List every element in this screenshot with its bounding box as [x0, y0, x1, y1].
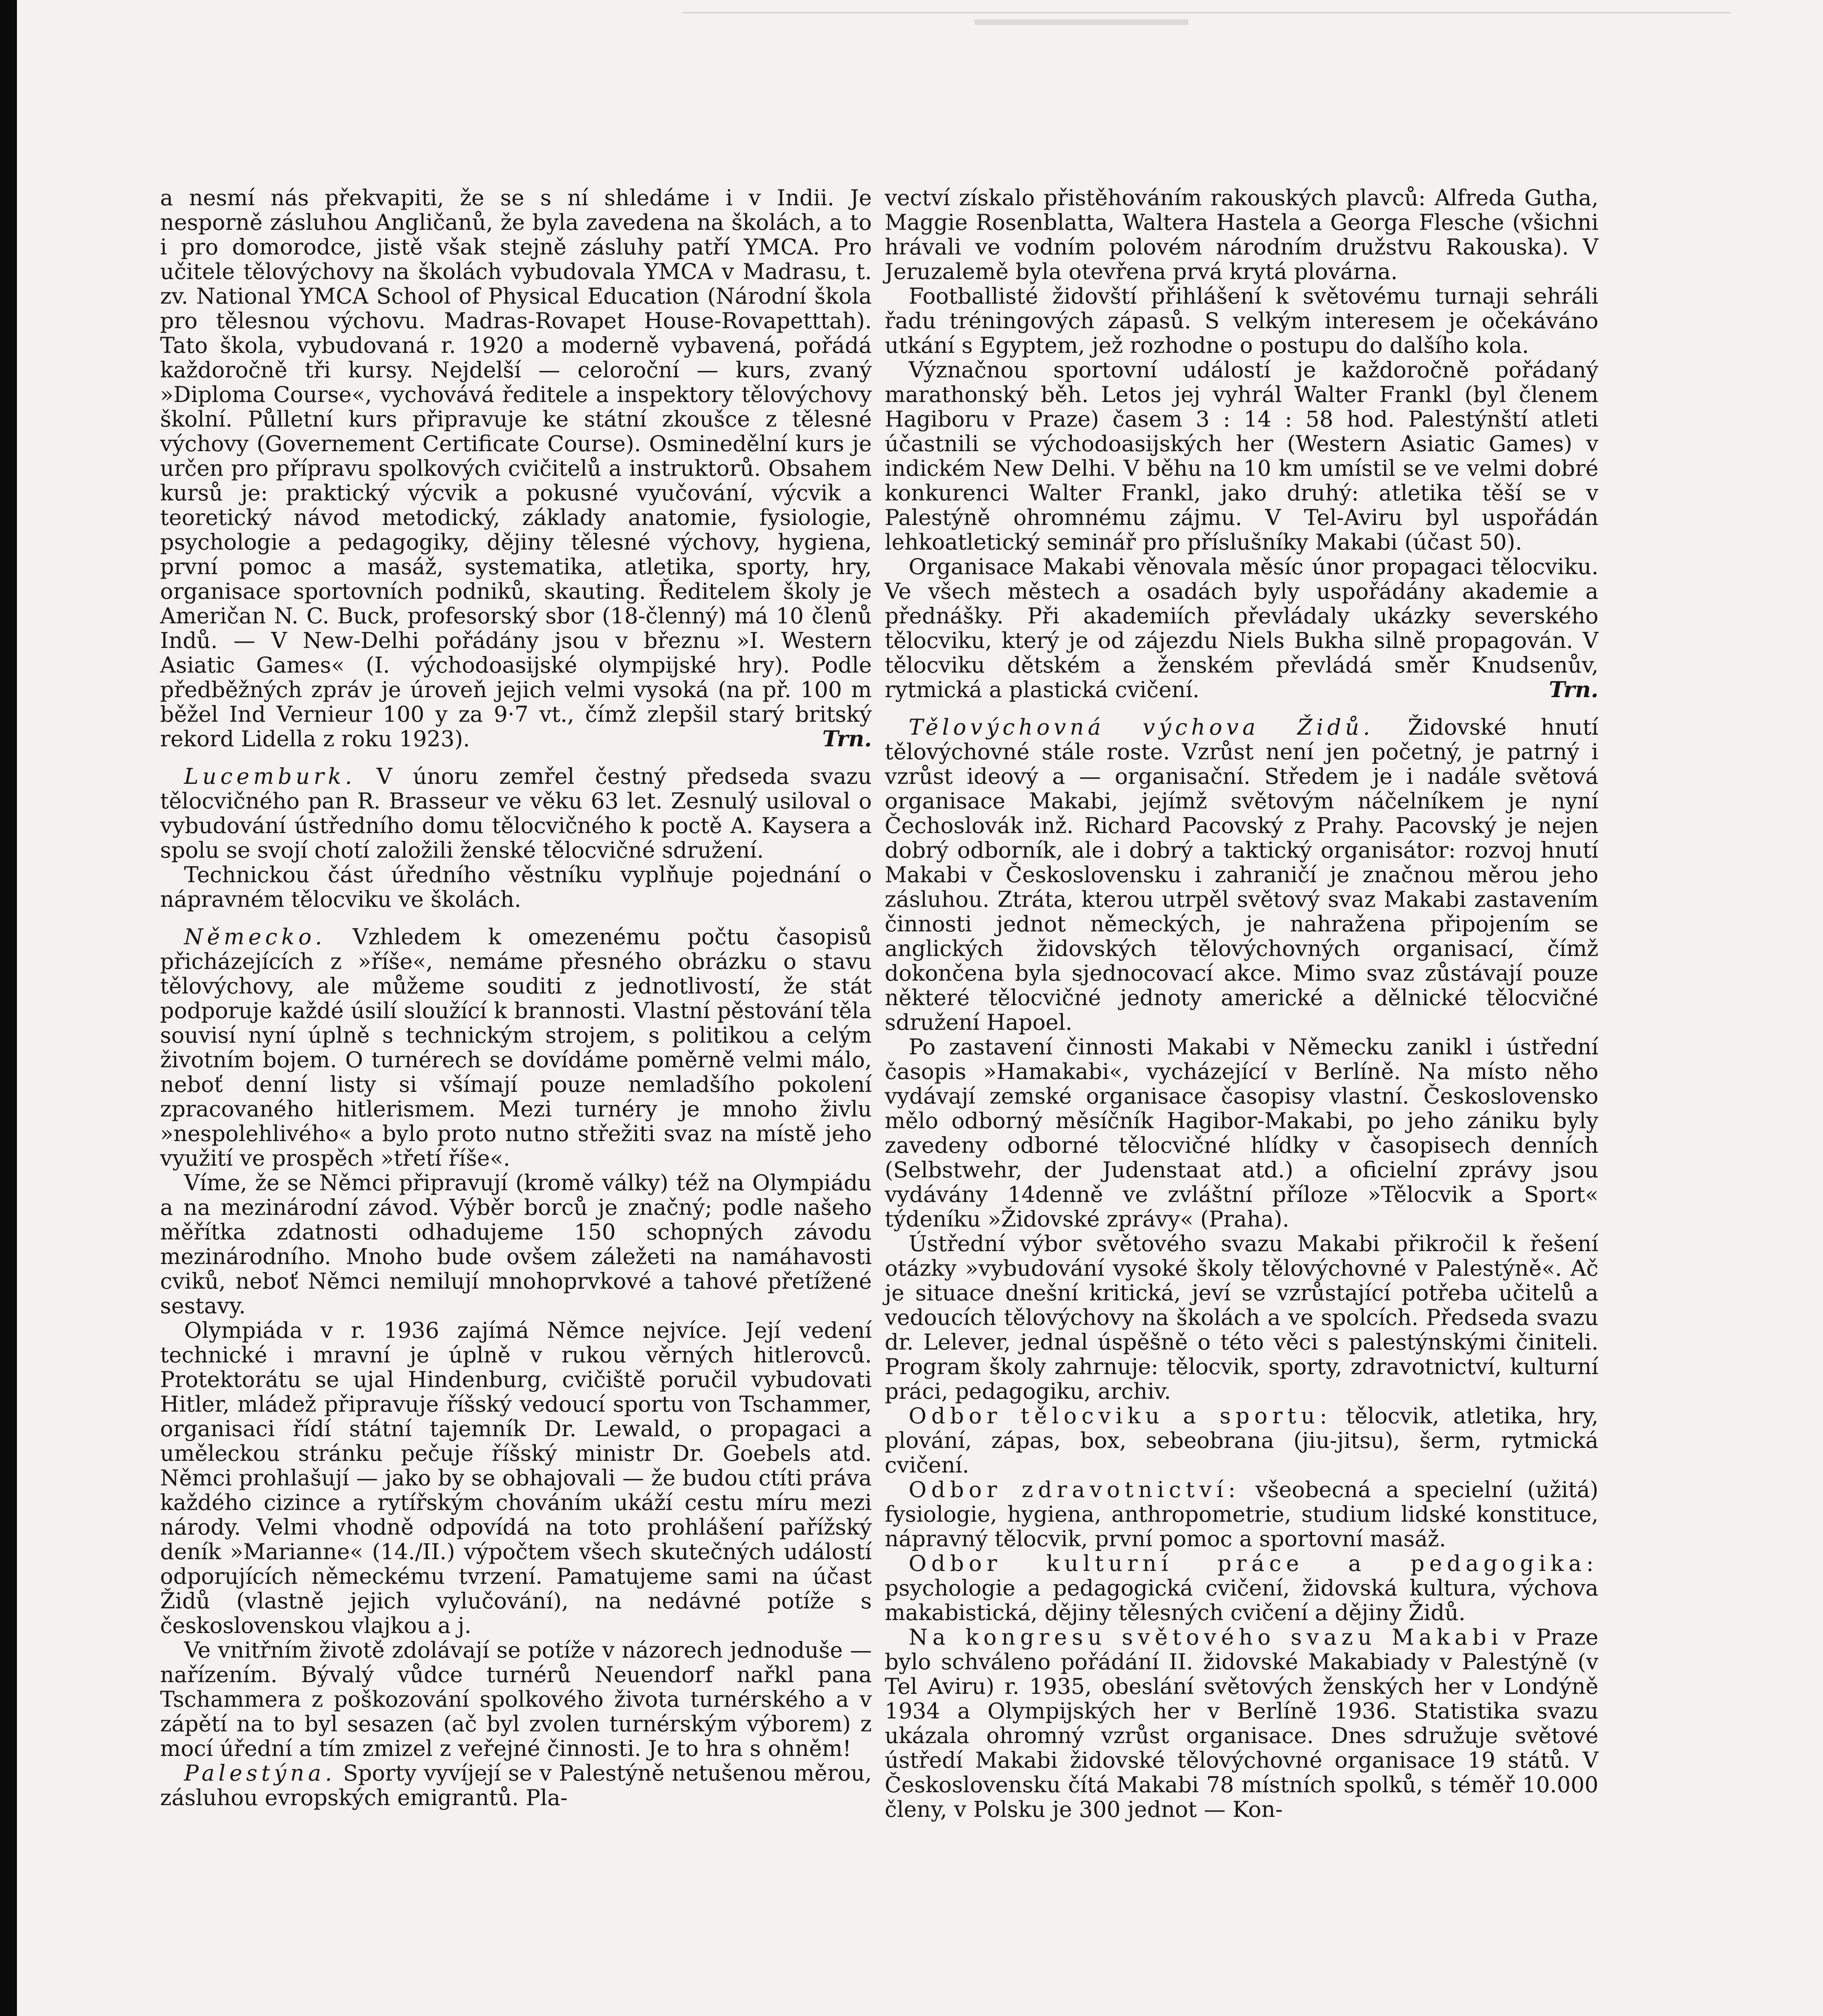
paragraph: Odbor kulturní práce a pedagogika: psychologie a pedagogická cvičení, židovská kultura, výchova makabistická, dějiny tělesných cvičení a dějiny Židů.	[885, 1551, 1598, 1625]
section-heading: Lucemburk.	[184, 764, 356, 789]
section-luxembourg: Lucemburk. V únoru zemřel čestný předseda svazu tělocvičného pan R. Brasseur ve věku 63 let. Zesnulý usiloval o vybudování ústředního domu tělocvičného k poctě A. Kaysera a spolu se svojí chotí založili ženské tělocvičné sdružení.	[160, 764, 872, 863]
paragraph: Ve vnitřním životě zdolávají se potíže v názorech jednoduše — nařízením. Bývalý vůdce turnérů Neuendorf nařkl pana Tschammera z poškozování spolkového života turnérského a v zápětí na to byl sesazen (ač byl zvolen turnérským výborem) z mocí úřední a tím zmizel z veřejné činnosti. Je to hra s ohněm!	[160, 1637, 872, 1761]
inline-label: Odbor zdravotnictví:	[908, 1477, 1240, 1502]
inline-label: Odbor tělocviku a sportu:	[908, 1403, 1332, 1429]
section-heading: Tělovýchovná výchova Židů.	[908, 714, 1374, 740]
paragraph: Ústřední výbor světového svazu Makabi přikročil k řešení otázky »vybudování vysoké školy tělovýchovné v Palestýně«. Ač je situace dnešní kritická, jeví se vzrůstající potřeba učitelů a vedoucích tělovýchovy na školách a ve spolcích. Předseda svazu dr. Lelever, jednal úspěšně o této věci s palestýnskými činiteli. Program školy zahrnuje: tělocvik, sporty, zdravotnictví, kulturní práci, pedagogiku, archiv.	[885, 1231, 1598, 1404]
scan-edge-line	[682, 12, 1731, 13]
scanned-page	[17, 0, 1823, 2016]
paragraph: Footballisté židovští přihlášení k světovému turnaji sehráli řadu tréningových zápasů. S velkým interesem je očekáváno utkání s Egyptem, jež rozhodne o postupu do dalšího kola.	[885, 283, 1598, 358]
paragraph: Organisace Makabi věnovala měsíc únor propagaci tělocviku. Ve všech městech a osadách byly uspořádány akademie a přednášky. Při akademiích převládaly ukázky severského tělocviku, který je od zájezdu Niels Bukha silně propagován. V tělocviku dětském a ženském převládá směr Knudsenův, rytmická a plastická cvičení. Trn.	[885, 554, 1598, 702]
paragraph: Olympiáda v r. 1936 zajímá Němce nejvíce. Její vedení technické i mravní je úplně v rukou věrných hitlerovců. Protektorátu se ujal Hindenburg, cvičiště poručil vybudovati Hitler, mládež připravuje říšský vedoucí sportu von Tschammer, organisaci řídí státní tajemník Dr. Lewald, o propagaci a uměleckou stránku pečuje říšský ministr Dr. Goebels atd. Němci prohlašují — jako by se obhajovali — že budou ctíti práva každého cizince a rytířským chováním ukáží cestu míru mezi národy. Velmi vhodně odpovídá na toto prohlášení pařížský deník »Marianne« (14./II.) výpočtem všech skutečných událostí odporujících německému tvrzení. Pamatujeme sami na účast Židů (vlastně jejich vylučování), na nedávné potíže s československou vlajkou a j.	[160, 1318, 872, 1638]
paragraph: Odbor tělocviku a sportu: tělocvik, atletika, hry, plování, zápas, box, sebeobrana (jiu-jitsu), šerm, rytmická cvičení.	[885, 1403, 1598, 1478]
paragraph: vectví získalo přistěhováním rakouských plavců: Alfreda Gutha, Maggie Rosenblatta, Waltera Hastela a Georga Flesche (všichni hrávali ve vodním polovém národním družstvu Rakouska). V Jeruzalemě byla otevřena prvá krytá plovárna.	[885, 185, 1598, 284]
paragraph: Po zastavení činnosti Makabi v Německu zanikl i ústřední časopis »Hamakabi«, vycházející v Berlíně. Na místo něho vydávají zemské organisace časopisy vlastní. Československo mělo odborný měsíčník Hagibor-Makabi, po jeho zániku byly zavedeny odborné tělocvičné hlídky v časopisech denních (Selbstwehr, der Judenstaat atd.) a oficielní zprávy jsou vydávány 14denně ve zvláštní příloze »Tělocvik a Sport« týdeníku »Židovské zprávy« (Praha).	[885, 1034, 1598, 1232]
signature: Trn.	[822, 726, 872, 752]
paragraph: Význačnou sportovní událostí je každoročně pořádaný marathonský běh. Letos jej vyhrál Walter Frankl (byl členem Hagiboru v Praze) časem 3 : 14 : 58 hod. Palestýnští atleti účastnili se východoasijských her (Western Asiatic Games) v indickém New Delhi. V běhu na 10 km umístil se ve velmi dobré konkurenci Walter Frankl, jako druhý: atletika těší se v Palestýně ohromnému zájmu. V Tel-Aviru byl uspořádán lehkoatletický seminář pro příslušníky Makabi (účast 50).	[885, 357, 1598, 555]
paragraph: Víme, že se Němci připravují (kromě války) též na Olympiádu a na mezinárodní závod. Výběr borců je značný; podle našeho měřítka zdatnosti odhadujeme 150 schopných závodu mezinárodního. Mnoho bude ovšem záležeti na namáhavosti cviků, neboť Němci nemilují mnohoprvkové a tahové přetížené sestavy.	[160, 1170, 872, 1318]
paragraph: Odbor zdravotnictví: všeobecná a specielní (užitá) fysiologie, hygiena, anthropometrie, studium lidské konstituce, nápravný tělocvik, první pomoc a sportovní masáž.	[885, 1477, 1598, 1552]
left-column	[160, 185, 872, 1810]
paragraph: Technickou část úředního věstníku vyplňuje pojednání o nápravném tělocviku ve školách.	[160, 862, 872, 912]
inline-label: Odbor kulturní práce a pedagogika:	[908, 1551, 1598, 1576]
section-heading: Německo.	[184, 924, 326, 950]
binding-mark	[975, 19, 1188, 25]
right-column	[885, 185, 1598, 1822]
signature: Trn.	[1549, 677, 1598, 702]
paragraph-india: a nesmí nás překvapiti, že se s ní shledáme i v Indii. Je nesporně zásluhou Angličanů, že byla zavedena na školách, a to i pro domorodce, jistě však stejně zásluhy patří YMCA. Pro učitele tělovýchovy na školách vybudovala YMCA v Madrasu, t. zv. National YMCA School of Physical Education (Národní škola pro tělesnou výchovu. Madras-Rovapet House-Rovapetttah). Tato škola, vybudovaná r. 1920 a moderně vybavená, pořádá každoročně tři kursy. Nejdelší — celoroční — kurs, zvaný »Diploma Course«, vychovává ředitele a inspektory tělovýchovy školní. Půlletní kurs připravuje ke státní zkoušce z tělesné výchovy (Governement Certificate Course). Osminedělní kurs je určen pro přípravu spolkových cvičitelů a instruktorů. Obsahem kursů je: praktický výcvik a pokusné vyučování, výcvik a teoretický návod metodický, základy anatomie, fysiologie, psychologie a pedagogiky, dějiny tělesné výchovy, hygiena, první pomoc a masáž, systematika, atletika, sporty, hry, organisace sportovních podniků, skauting. Ředitelem školy je Američan N. C. Buck, profesorský sbor (18-členný) má 10 členů Indů. — V New-Delhi pořádány jsou v březnu »I. Western Asiatic Games« (I. východoasijské olympijské hry). Podle předběžných zpráv je úroveň jejich velmi vysoká (na př. 100 m běžel Ind Vernieur 100 y za 9·7 vt., čímž zlepšil starý britský rekord Lidella z roku 1923). Trn.	[160, 185, 872, 752]
section-heading: Palestýna.	[184, 1760, 336, 1786]
section-palestine: Palestýna. Sporty vyvíjejí se v Palestýně netušenou měrou, zásluhou evropských emigrantů. Pla-	[160, 1760, 872, 1810]
inline-label: Na kongresu světového svazu Makabi	[908, 1624, 1503, 1650]
section-jewish-physical-education: Tělovýchovná výchova Židů. Židovské hnutí tělovýchovné stále roste. Vzrůst není jen početný, je patrný i vzrůst ideový a — organisační. Středem je i nadále světová organisace Makabi, jejímž světovým náčelníkem je nyní Čechoslovák inž. Richard Pacovský z Prahy. Pacovský je nejen dobrý odborník, ale i dobrý a taktický organisátor: rozvoj hnutí Makabi v Československu i zahraničí je značnou měrou jeho zásluhou. Ztráta, kterou utrpěl světový svaz Makabi zastavením činnosti jednot německých, je nahražena připojením se anglických židovských tělovýchovných organisací, čímž dokončena byla sjednocovací akce. Mimo svaz zůstávají pouze některé tělocvičné jednoty americké a dělnické tělocvičné sdružení Hapoel.	[885, 714, 1599, 1035]
paragraph: Na kongresu světového svazu Makabi v Praze bylo schváleno pořádání II. židovské Makabiady v Palestýně (v Tel Aviru) r. 1935, obeslání světových ženských her v Londýně 1934 a Olympijských her v Berlíně 1936. Statistika svazu ukázala ohromný vzrůst organisace. Dnes sdružuje světové ústředí Makabi židovské tělovýchovné organisace 19 států. V Československu čítá Makabi 78 místních spolků, s téměř 10.000 členy, v Polsku je 300 jednot — Kon-	[885, 1624, 1598, 1822]
section-germany: Německo. Vzhledem k omezenému počtu časopisů přicházejících z »říše«, nemáme přesného obrázku o stavu tělovýchovy, ale můžeme souditi z jednotlivostí, že stát podporuje každé úsilí sloužící k brannosti. Vlastní pěstování těla souvisí nyní úplně s technickým strojem, s politikou a celým životním bojem. O turnérech se dovídáme poměrně velmi málo, neboť denní listy si všímají pouze nemladšího pokolení zpracovaného hitlerismem. Mezi turnéry je mnoho živlu »nespolehlivého« a bylo proto nutno střežiti svaz na místě jeho využití ve prospěch »třetí říše«.	[160, 924, 872, 1171]
